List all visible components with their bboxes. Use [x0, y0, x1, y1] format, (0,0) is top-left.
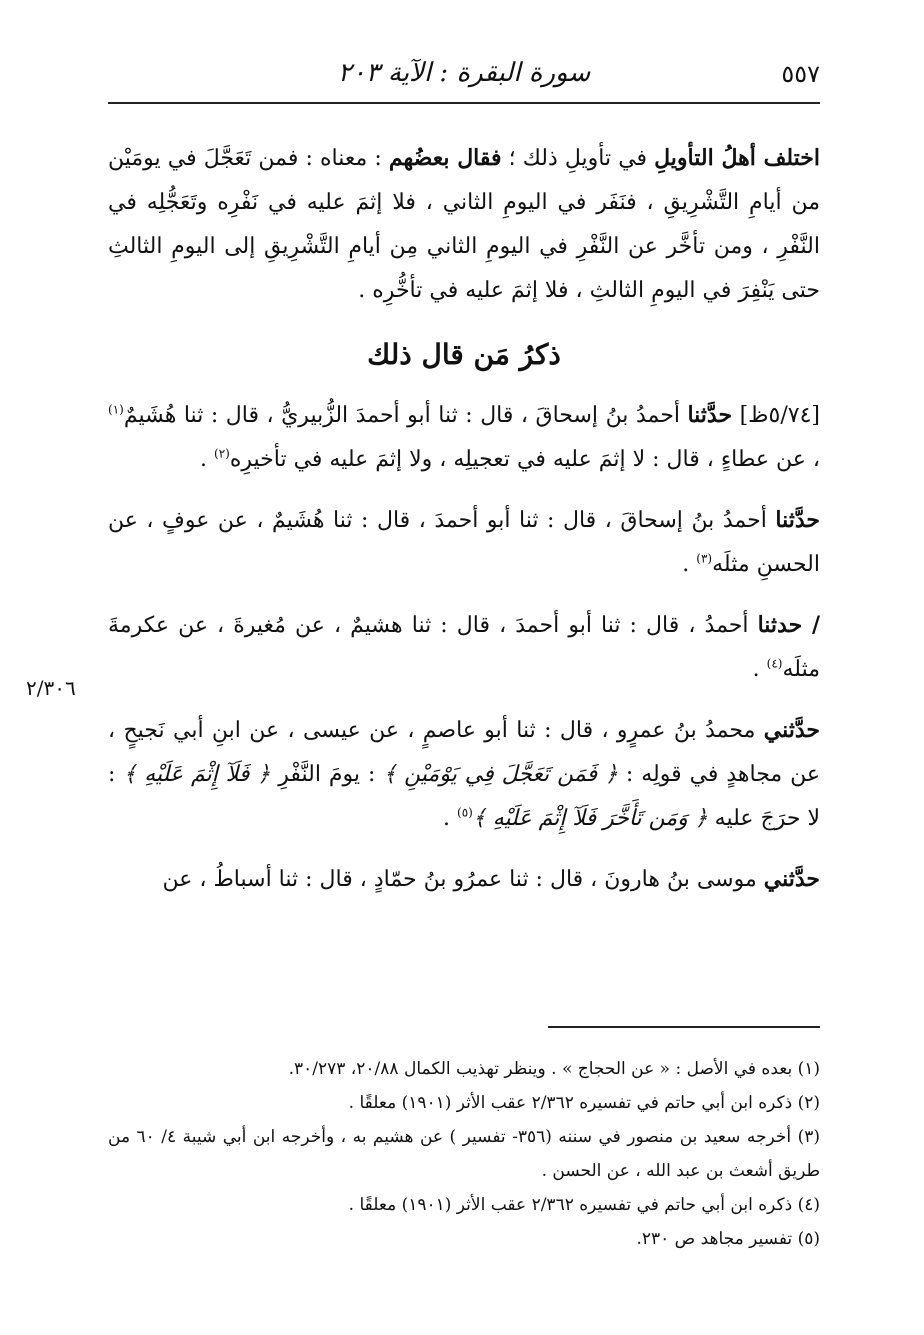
opening-paragraph [108, 136, 820, 313]
page-number: ٥٥٧ [781, 60, 820, 88]
bold-lead: حدَّثنا [775, 507, 820, 533]
section-heading: ذكرُ مَن قال ذلك [367, 338, 561, 371]
running-title: سورة البقرة : الآية ٢٠٣ [337, 58, 591, 88]
bold-lead: حدَّثنا [687, 402, 733, 428]
bold-lead: حدَّثني [763, 866, 820, 892]
text-run: محمدُ بنُ عمرٍو ، قال : ثنا أبو عاصمٍ ، عن عيسى ، عن ابنِ أبي نَجيحٍ ، عن مجاهدٍ في قولِه : [108, 718, 821, 787]
text-run: : لا حرَجَ عليه [108, 762, 820, 831]
quran-quote: ﴿ فَمَن تَعَجَّلَ فِي يَوْمَيْنِ ﴾ [383, 762, 618, 787]
narration-1 [108, 393, 820, 482]
text-run: ، عن عطاءٍ ، قال : لا إثمَ عليه في تعجيلِه ، ولا إثمَ عليه في تأخيرِه [229, 447, 820, 472]
footnote: (٥) تفسير مجاهد ص ٢٣٠. [636, 1229, 820, 1249]
text-run: . [752, 657, 767, 682]
manuscript-marker: [٥/٧٤ظ] [739, 403, 820, 428]
text-run: . [200, 447, 215, 472]
bold-lead: فقال بعضُهم [388, 145, 502, 171]
text-run: موسى بنُ هارونَ ، قال : ثنا عمرُو بنُ حمّادٍ ، قال : ثنا أسباطُ ، عن [162, 867, 764, 892]
bold-lead: / حدثنا [757, 612, 820, 638]
quran-quote: ﴿ فَلَآ إِثْمَ عَلَيْهِ ﴾ [123, 762, 271, 787]
text-run: : يومَ النَّفْرِ [270, 762, 384, 787]
quran-quote: ﴿ وَمَن تَأَخَّرَ فَلَآ إِثْمَ عَلَيْهِ ﴾ [472, 806, 708, 831]
bold-lead: اختلف أهلُ التأويلِ [654, 145, 821, 171]
narration-4 [108, 708, 820, 841]
margin-page-reference: ٢/٣٠٦ [26, 676, 76, 700]
text-run: أحمدُ بنُ إسحاقَ ، قال : ثنا أبو أحمدَ ، قال : ثنا هُشَيمٌ ، عن عوفٍ ، عن الحسنِ مثلَه [108, 508, 820, 577]
text-run: أحمدُ ، قال : ثنا أبو أحمدَ ، قال : ثنا هشيمٌ ، عن مُغيرةَ ، عن عكرمةَ مثلَه [108, 613, 820, 682]
bold-lead: حدَّثني [763, 717, 820, 743]
page-header [108, 56, 820, 96]
text-run: في تأويلِ ذلك ؛ [501, 146, 655, 171]
text-run: أحمدُ بنُ إسحاقَ ، قال : ثنا أبو أحمدَ الزُّبيريُّ ، قال : ثنا هُشَيمٌ [123, 403, 688, 428]
footnote: (٢) ذكره ابن أبي حاتم في تفسيره ٢/٣٦٢ عقب الأثر (١٩٠١) معلقًا . [348, 1093, 820, 1113]
main-text [108, 136, 820, 918]
footnote-ref: (٤) [766, 656, 783, 671]
footnotes [108, 1052, 820, 1256]
footnote: (١) بعده في الأصل : « عن الحجاج » . وينظر تهذيب الكمال ٢٠/٨٨، ٣٠/٢٧٣. [288, 1059, 820, 1079]
footnote: (٤) ذكره ابن أبي حاتم في تفسيره ٢/٣٦٢ عقب الأثر (١٩٠١) معلقًا . [348, 1195, 820, 1215]
footnote-ref: (٥) [457, 805, 473, 820]
footnote-ref: (٢) [214, 446, 230, 461]
text-run: : معناه : فمن تَعَجَّلَ في يومَيْن من أيامِ التَّشْرِيقِ ، فنَفَر في اليومِ الثاني ، فلا إثمَ عليه في نَفْرِه وتَعَجُّلِه في النَّفْرِ ، ومن تأخَّر عن النَّفْرِ في اليومِ الثاني مِن أيامِ التَّشْرِيقِ إلى اليومِ الثالثِ حتى يَنْفِرَ في اليومِ الثالثِ ، فلا إثمَ عليه في تأخُّرِه . [108, 146, 820, 303]
narration-3 [108, 603, 820, 692]
footnote-rule [548, 1026, 820, 1028]
footnote-ref: (٣) [696, 551, 713, 566]
narration-5 [108, 857, 820, 902]
text-run: . [443, 806, 458, 831]
narration-2 [108, 498, 820, 587]
footnote-ref: (١) [108, 402, 124, 417]
header-rule [108, 102, 820, 104]
text-run: . [682, 552, 697, 577]
footnote: (٣) أخرجه سعيد بن منصور في سننه (٣٥٦- تفسير ) عن هشيم به ، وأخرجه ابن أبي شيبة ٤/ ٦٠ من طريق أشعث بن عبد الله ، عن الحسن . [108, 1127, 820, 1181]
